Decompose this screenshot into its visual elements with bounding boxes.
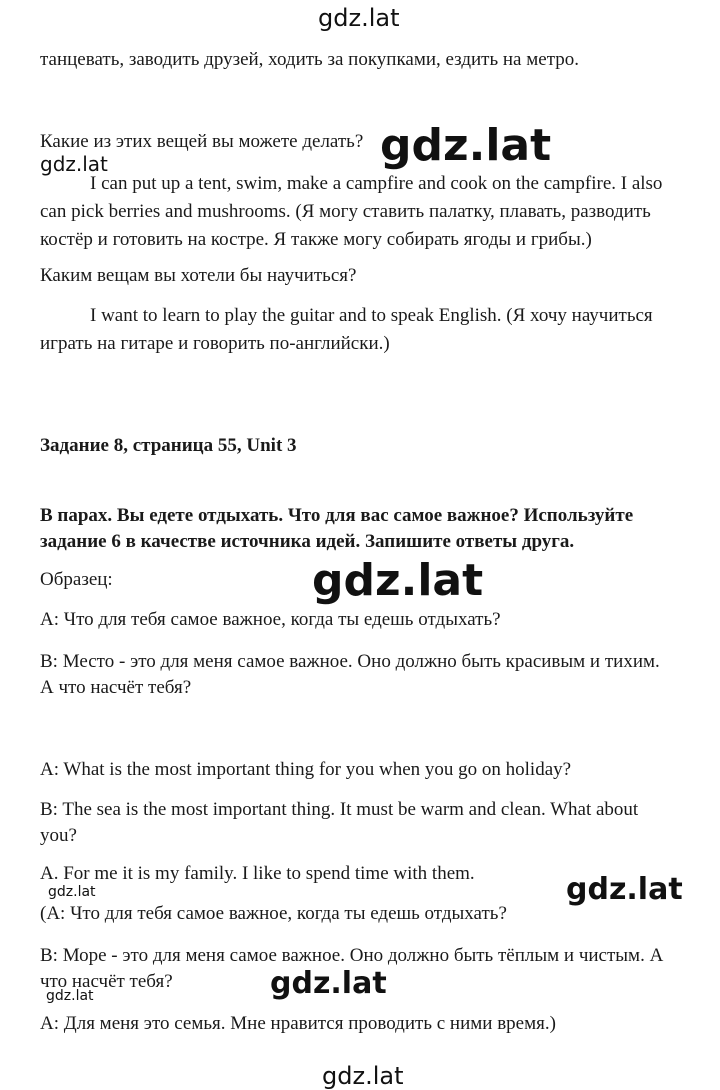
question-want-learn: Каким вещам вы хотели бы научиться? bbox=[40, 265, 357, 286]
answer-want-learn-line2: играть на гитаре и говорить по-английски.) bbox=[40, 333, 390, 354]
watermark-right: gdz.lat bbox=[566, 872, 683, 907]
translation-a: (А: Что для тебя самое важное, когда ты едешь отдыхать? bbox=[40, 903, 507, 924]
sample-line-a: А: Что для тебя самое важное, когда ты едешь отдыхать? bbox=[40, 609, 501, 630]
watermark-bottom: gdz.lat bbox=[322, 1062, 404, 1090]
answer-b-line2: you? bbox=[40, 825, 77, 846]
answer-a: A: What is the most important thing for you when you go on holiday? bbox=[40, 759, 572, 780]
answer-can-do-line3: костёр и готовить на костре. Я также могу собирать ягоды и грибы.) bbox=[40, 229, 592, 250]
activities-line: танцевать, заводить друзей, ходить за покупками, ездить на метро. bbox=[40, 49, 579, 70]
translation-a2: А: Для меня это семья. Мне нравится проводить с ними время.) bbox=[40, 1013, 556, 1034]
translation-b-line2: что насчёт тебя? bbox=[40, 971, 173, 992]
question-can-do: Какие из этих вещей вы можете делать? bbox=[40, 131, 364, 152]
watermark-tiny: gdz.lat bbox=[48, 884, 96, 900]
answer-can-do-line1: I can put up a tent, swim, make a campfire and cook on the campfire. I also bbox=[90, 173, 663, 194]
task-instruction-line1: В парах. Вы едете отдыхать. Что для вас самое важное? Используйте bbox=[40, 505, 634, 526]
watermark-left-small: gdz.lat bbox=[40, 152, 108, 176]
watermark-top: gdz.lat bbox=[318, 4, 400, 32]
watermark-over-question: gdz.lat bbox=[380, 120, 552, 171]
watermark-center: gdz.lat bbox=[312, 555, 484, 606]
answer-b-line1: B: The sea is the most important thing. It must be warm and clean. What about bbox=[40, 799, 639, 820]
task-instruction-line2: задание 6 в качестве источника идей. Запишите ответы друга. bbox=[40, 531, 575, 552]
answer-a2: A. For me it is my family. I like to spend time with them. bbox=[40, 863, 475, 884]
sample-line-b2: А что насчёт тебя? bbox=[40, 677, 192, 698]
sample-line-b1: В: Место - это для меня самое важное. Оно должно быть красивым и тихим. bbox=[40, 651, 660, 672]
watermark-tiny-lower: gdz.lat bbox=[46, 988, 94, 1004]
sample-label: Образец: bbox=[40, 569, 113, 590]
task-heading: Задание 8, страница 55, Unit 3 bbox=[40, 435, 297, 456]
answer-can-do-line2: can pick berries and mushrooms. (Я могу ставить палатку, плавать, разводить bbox=[40, 201, 651, 222]
watermark-center-lower: gdz.lat bbox=[270, 966, 387, 1001]
answer-want-learn-line1: I want to learn to play the guitar and to speak English. (Я хочу научиться bbox=[90, 305, 653, 326]
translation-b-line1: В: Море - это для меня самое важное. Оно должно быть тёплым и чистым. А bbox=[40, 945, 664, 966]
